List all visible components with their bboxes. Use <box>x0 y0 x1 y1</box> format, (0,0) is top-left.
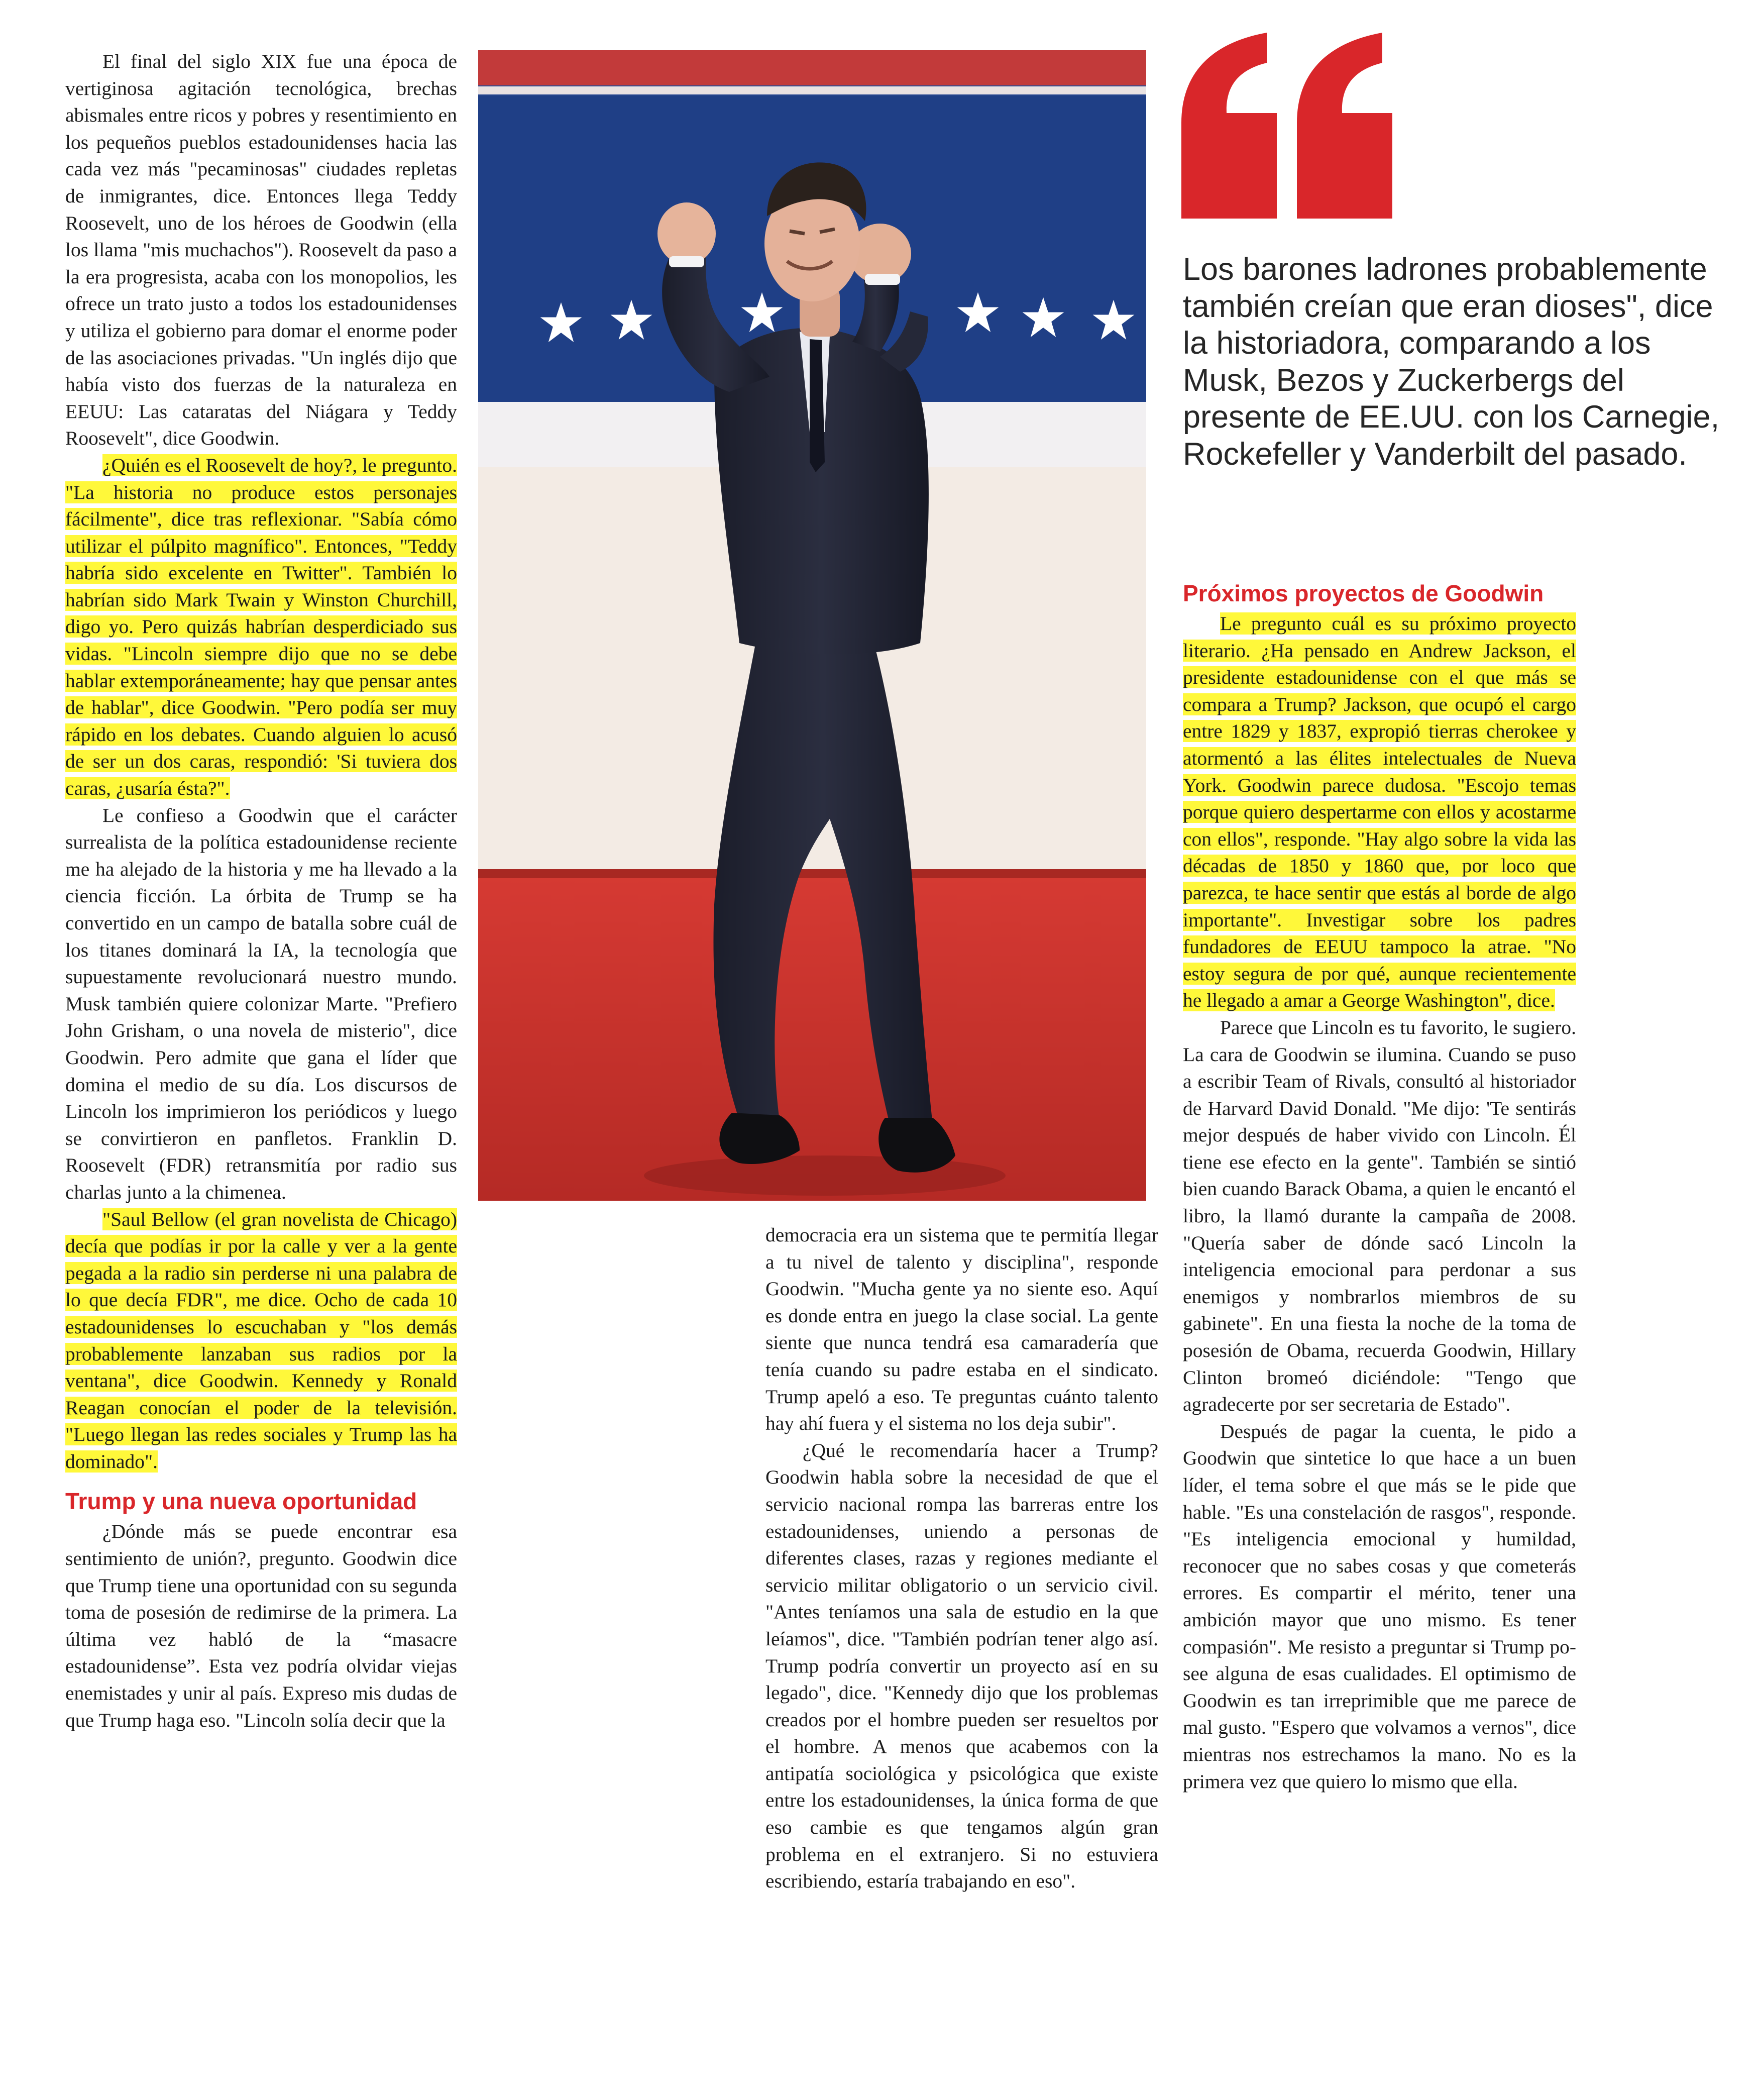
column-left <box>65 48 457 1987</box>
article-paragraph: El final del siglo XIX fue una época de vertiginosa agitación tecnológica, brechas abismales entre ricos y pobres y resentimiento en los pequeños pueblos estadounidenses hacia las cada vez más "pecaminosas" ciudades repletas de inmigrantes, dice. Entonces llega Teddy Roosevelt, uno de los héroes de Goodwin (ella los llama "mis muchachos"). Roosevelt da paso a la era progresista, acaba con los monopolios, les ofrece un trato justo a todos los estadounidenses y utiliza el gobierno para domar el enorme poder de las asociaciones privadas. "Un inglés dijo que había visto dos fuerzas de la naturaleza en EEUU: Las cataratas del Niágara y Teddy Roosevelt", dice Goodwin. <box>65 50 457 450</box>
pull-quote: Los barones ladrones probablemente también creían que eran dioses", dice la historiadora, comparando a los Musk, Bezos y Zuckerbergs del presente de EE.UU. con los Carnegie, Rockefeller y Vanderbilt del pasado. <box>1183 252 1720 472</box>
section-heading: Trump y una nueva oportunidad <box>65 1488 417 1515</box>
article-photo <box>478 50 1146 1201</box>
man-dancing-on-stage-image <box>478 50 1146 1201</box>
article-paragraph: ¿Dónde más se puede encontrar esa sentimiento de unión?, pregunto. Goodwin dice que Trump tiene una oportunidad con su segunda toma de posesión de redimirse de la primera. La última vez habló de la “masacre estadounidense”. Esta vez podría olvidar viejas enemistades y unir al país. Expreso mis dudas de que Trump haga eso. "Lincoln solía decir que la <box>65 1520 457 1731</box>
quotation-mark-icon <box>1181 33 1392 219</box>
article-paragraph: Parece que Lincoln es tu favorito, le sugiero. La cara de Goodwin se ilumina. Cuando se puso a escribir Team of Rivals, consultó al historiador de Harvard David Donald. "Me dijo: 'Te sentirás mejor después de haber vivido con Lincoln. Él tiene ese efecto en la gente". También se sintió bien cuando Barack Obama, a quien le encantó el libro, la llamó durante la campaña de 2008. "Quería saber de dónde sacó Lincoln la inteligencia emocional para perdonar a sus enemigos y nombrarlos miembros de su gabinete". En una fiesta la noche de la toma de posesión de Obama, recuerda Goodwin, Hillary Clinton bromeó diciéndole: "Tengo que agradecerte por ser secretaria de Estado". <box>1183 1016 1576 1416</box>
article-paragraph: Le confieso a Goodwin que el carácter surrealista de la política estadounidense reciente me ha alejado de la historia y me ha llevado a la ciencia ficción. La órbita de Trump se ha convertido en un campo de batalla sobre cuál de los titanes dominará la IA, la tecnología que supuestamente revolucionará nuestro mundo. Musk también quiere colonizar Marte. "Prefiero John Grisham, o una novela de misterio", dice Goodwin. Pero admite que gana el líder que domina el medio de su día. Los discursos de Lincoln los imprimieron los periódicos y luego se convirtieron en panfletos. Franklin D. Roosevelt (FDR) retransmitía por radio sus charlas junto a la chimenea. <box>65 804 457 1203</box>
article-paragraph <box>65 1206 457 1476</box>
highlighted-text: "Saul Bellow (el gran novelista de Chicago) decía que podías ir por la calle y ver a la gente pegada a la radio sin perderse ni una palabra de lo que decía FDR", me dice. Ocho de cada 10 estadounidenses lo escuchaban y "los demás probablemente lanzaban sus radios por la ventana", dice Goodwin. Kennedy y Ronald Reagan conocían el poder de la televisión. "Luego llegan las redes sociales y Trump las ha dominado". <box>65 1208 457 1473</box>
article-paragraph <box>65 452 457 802</box>
article-paragraph <box>1183 610 1576 1014</box>
section-heading: Próximos proyectos de Goodwin <box>1183 580 1544 606</box>
column-right <box>1183 580 1576 1992</box>
article-paragraph: ¿Qué le recomendaría hacer a Trump? Goodwin habla sobre la necesidad de que el servicio nacional rompa las barreras entre los estadounidenses, uniendo a personas de diferentes clases, razas y regiones mediante el servicio militar obligatorio o un servicio civil. "Antes teníamos una sala de estudio en la que leíamos", dice. "También podrían tener algo así. Trump podría convertir un proyecto así en su legado", dice. "Kennedy dijo que los problemas creados por el hombre pueden ser resueltos por el hombre. A menos que acabemos con la antipatía sociológica y psicológica que existe entre los estadounidenses, la única forma de que eso cambie es que tengamos algún gran problema en el extranjero. Si no estuviera escribiendo, estaría trabajando en eso". <box>765 1439 1158 1893</box>
highlighted-text: Le pregunto cuál es su próximo proyecto literario. ¿Ha pensado en Andrew Jackson, el presidente estadounidense con el que más se compara a Trump? Jackson, que ocupó el cargo entre 1829 y 1837, expropió tierras cherokee y atormentó a las élites intelectuales de Nueva York. Goodwin parece dudosa. "Escojo temas porque quiero despertarme con ellos y acostarme con ellos", responde. "Hay algo sobre la vida las décadas de 1850 y 1860 que, por loco que parezca, te hace sentir que estás al borde de algo importante". Investigar sobre los padres fundadores de EEUU tampoco la atrae. "No estoy segura de por qué, aunque recientemente he llegado a amar a George Washington", dice. <box>1183 612 1576 1012</box>
article-paragraph: democracia era un sistema que te permitía llegar a tu nivel de talento y disciplina", responde Goodwin. "Mucha gente ya no siente eso. Aquí es donde entra en juego la clase social. La gente siente que nunca tendrá esa camaradería que tenía cuando su padre estaba en el sindicato. Trump apeló a eso. Te preguntas cuánto talento hay ahí fuera y el sistema no los deja subir". <box>765 1224 1158 1435</box>
column-middle <box>765 1222 1158 1993</box>
highlighted-text: ¿Quién es el Roosevelt de hoy?, le pregunto. "La historia no produce estos personajes fácilmente", dice tras reflexionar. "Sabía cómo utilizar el púlpito magnífico". Entonces, "Teddy habría sido excelente en Twitter". También lo habrían sido Mark Twain y Winston Churchill, digo yo. Pero quizás habrían desperdiciado sus vidas. "Lincoln siempre dijo que no se debe hablar extemporáneamente; hay que pensar antes de hablar", dice Goodwin. "Pero podía ser muy rápido en los debates. Cuando alguien lo acusó de ser un dos caras, respondió: 'Si tuviera dos caras, ¿usaría ésta?". <box>65 454 457 800</box>
article-paragraph: Después de pagar la cuenta, le pido a Goodwin que sintetice lo que hace a un buen líder, el tema sobre el que más se le pide que hable. "Es una constelación de rasgos", responde. "Es inteligencia emocional y humildad, reconocer que no sabes cosas y que cometerás errores. Es compartir el mérito, tener una ambición mayor que uno mismo. Es tener compasión". Me resisto a preguntar si Trump posee alguna de esas cualidades. El optimismo de Goodwin es tan irreprimible que me parece de mal gusto. "Espero que volvamos a vernos", dice mientras nos estrechamos la mano. No es la primera vez que quiero lo mismo que ella. <box>1183 1420 1576 1793</box>
